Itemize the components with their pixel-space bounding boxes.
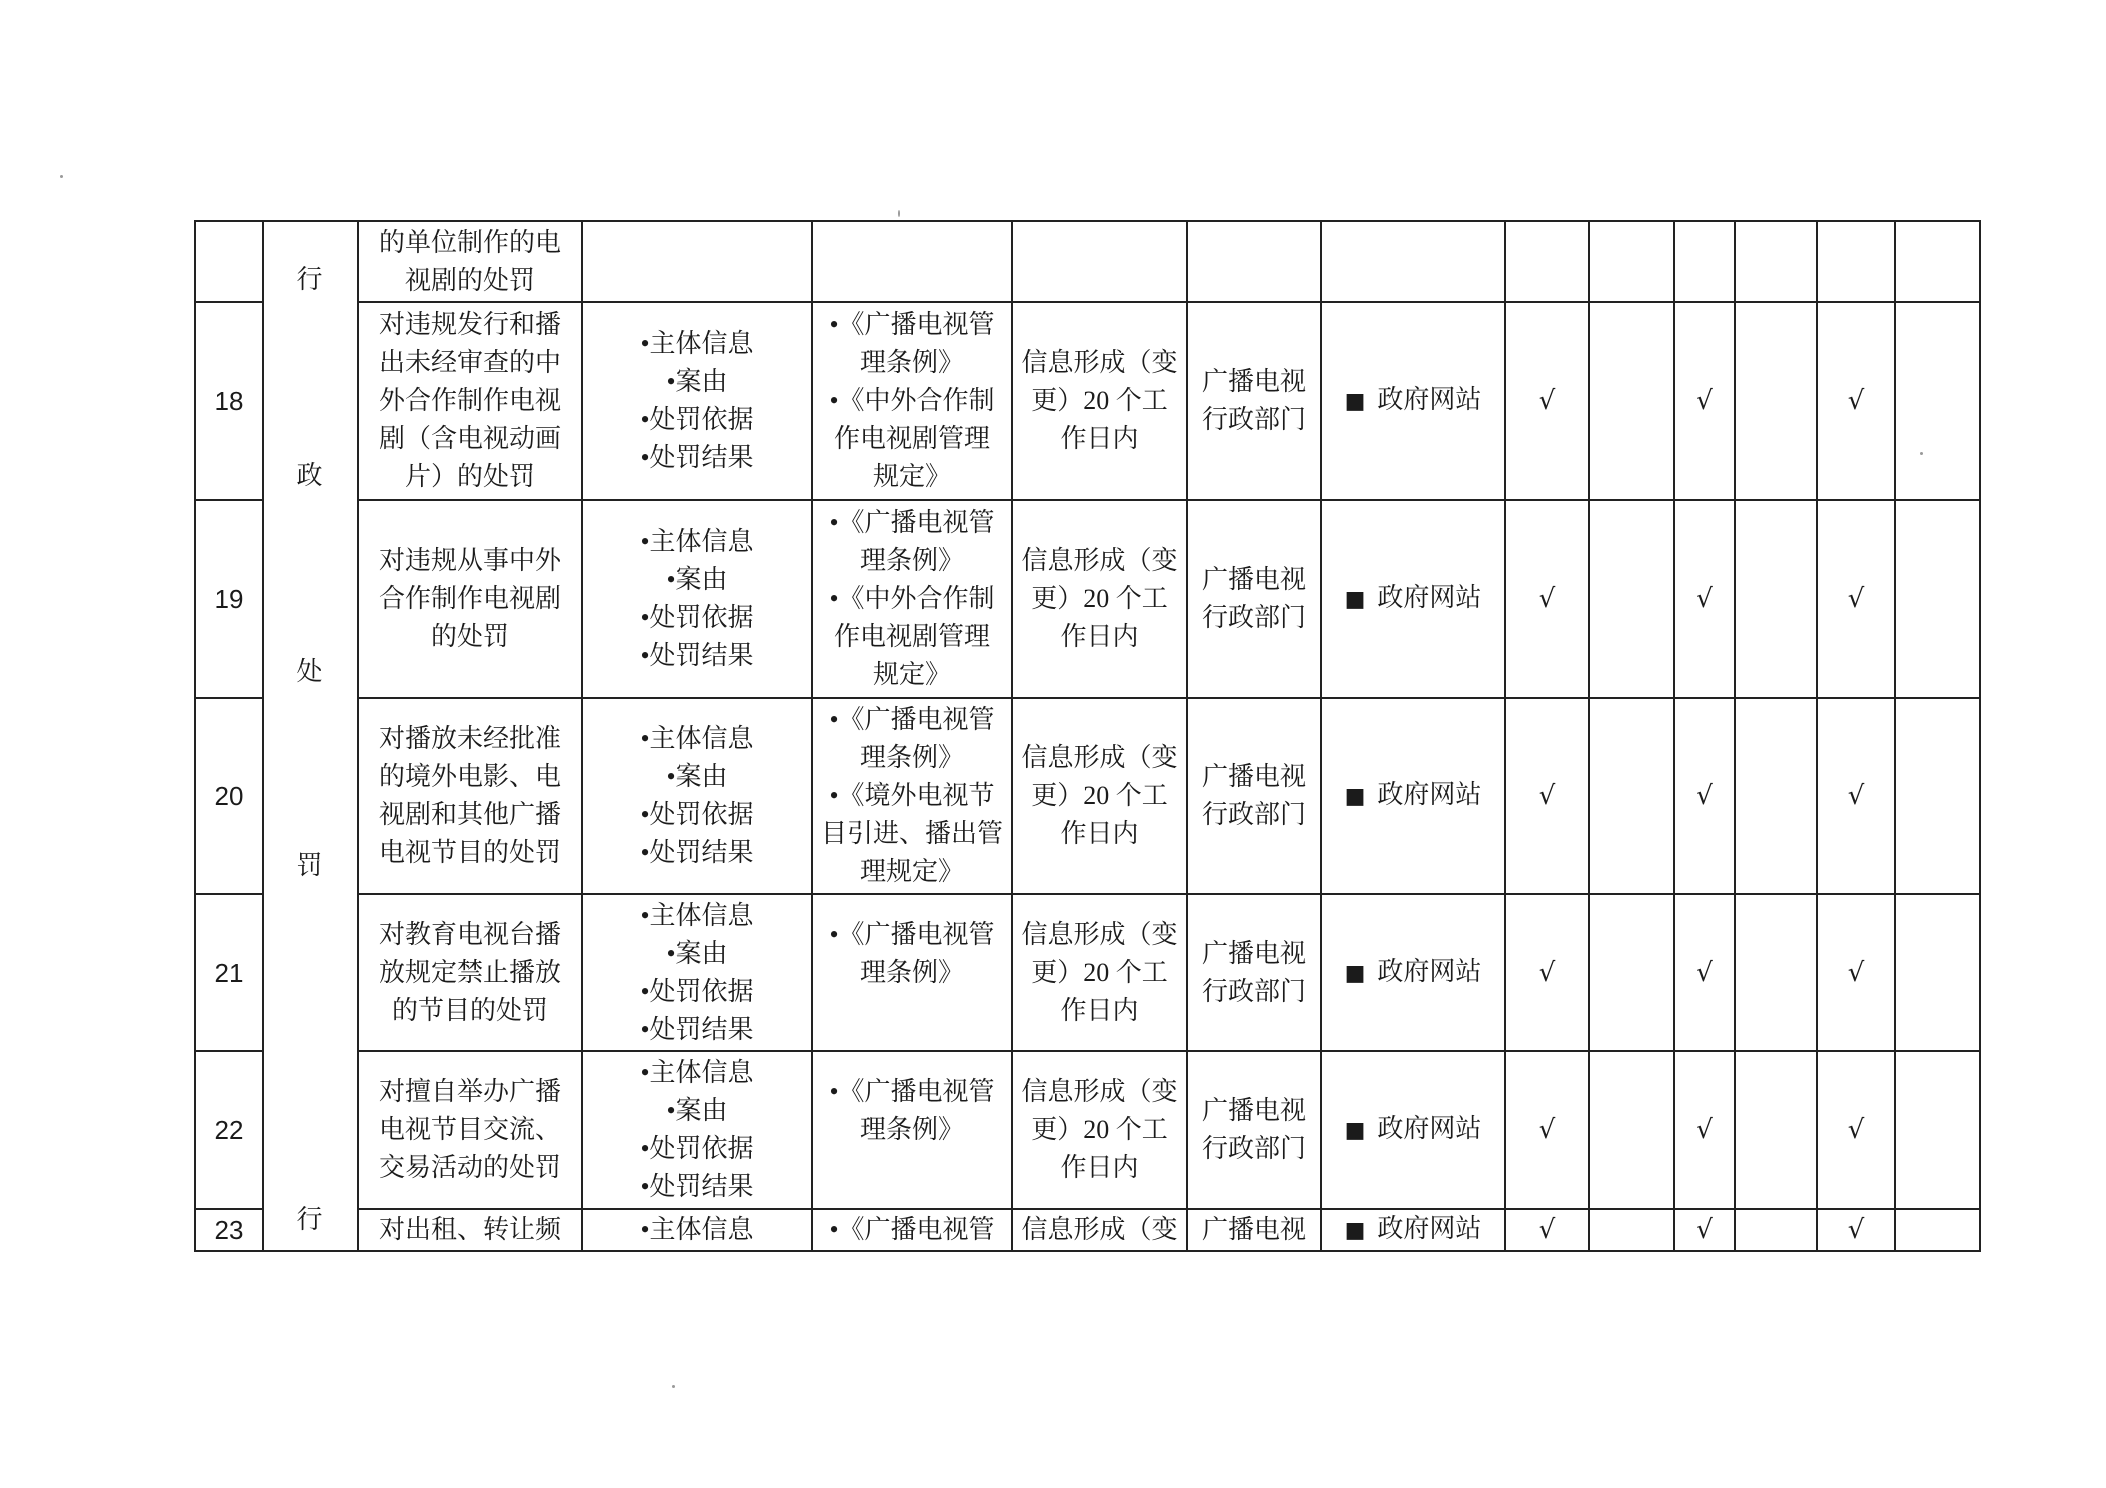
department-cell <box>1187 1209 1321 1251</box>
check-cell <box>1817 698 1895 894</box>
basis-line: •《广播电视管 <box>829 919 995 949</box>
basis-cell <box>812 302 1012 500</box>
check-cell <box>1735 1209 1817 1251</box>
item-name-line: 剧（含电视动画 <box>378 424 561 453</box>
item-name-line: 对违规从事中外 <box>378 546 561 575</box>
basis-cell <box>812 894 1012 1051</box>
channel-label: 政府网站 <box>1377 385 1482 414</box>
item-name-line: 电视节目交流、 <box>378 1115 561 1144</box>
content-line: •处罚依据 <box>640 1134 754 1163</box>
basis-line: 理条例》 <box>859 743 964 772</box>
item-name-line: 的境外电影、电 <box>378 762 561 791</box>
basis-line: 理规定》 <box>859 857 964 886</box>
channel-cell <box>1321 500 1505 698</box>
time-limit-line: 更）20 个工 <box>1031 584 1168 613</box>
row-number: 23 <box>214 1215 244 1245</box>
check-mark-icon: √ <box>1538 957 1556 988</box>
check-mark-icon: √ <box>1847 957 1865 988</box>
item-name-line: 对教育电视台播 <box>378 919 561 949</box>
scan-speck <box>60 175 63 178</box>
item-name-line: 的处罚 <box>430 622 509 651</box>
item-name-line: 放规定禁止播放 <box>378 957 561 987</box>
time-limit-cell <box>1012 1209 1187 1251</box>
content-line: •案由 <box>666 1096 728 1125</box>
department-line: 行政部门 <box>1201 405 1306 434</box>
check-cell <box>1735 698 1817 894</box>
disclosure-content-cell <box>582 1209 812 1251</box>
item-name-line: 合作制作电视剧 <box>378 584 561 613</box>
time-limit-cell <box>1012 221 1187 302</box>
row-number-cell <box>195 500 263 698</box>
channel-cell <box>1321 1051 1505 1209</box>
category-char: 政 <box>296 461 323 490</box>
content-line: •处罚依据 <box>640 405 754 434</box>
basis-line: 理条例》 <box>859 348 964 377</box>
check-cell <box>1589 894 1674 1051</box>
item-name-cell <box>358 221 582 302</box>
category-char: 处 <box>296 657 323 686</box>
check-mark-icon: √ <box>1847 584 1865 614</box>
scan-speck <box>672 1385 675 1388</box>
table-row <box>195 1051 1980 1209</box>
row-number-cell <box>195 894 263 1051</box>
check-cell <box>1589 1051 1674 1209</box>
category-char: 行 <box>296 265 323 294</box>
content-line: •案由 <box>666 367 728 396</box>
check-cell <box>1589 221 1674 302</box>
department-cell <box>1187 894 1321 1051</box>
check-cell <box>1895 1209 1980 1251</box>
check-cell <box>1505 698 1589 894</box>
check-cell <box>1589 302 1674 500</box>
check-mark-icon: √ <box>1696 781 1713 811</box>
time-limit-line: 信息形成（变 <box>1021 1077 1178 1106</box>
basis-line: 作电视剧管理 <box>833 424 990 453</box>
disclosure-content-cell <box>582 302 812 500</box>
item-name-line: 片）的处罚 <box>404 462 535 491</box>
item-name-line: 交易活动的处罚 <box>378 1153 561 1182</box>
department-line: 行政部门 <box>1201 800 1306 829</box>
filled-square-icon: ■ <box>1344 1118 1366 1143</box>
row-number: 18 <box>214 386 244 416</box>
basis-line: 目引进、播出管 <box>820 819 1003 848</box>
check-mark-icon: √ <box>1847 386 1865 416</box>
time-limit-line: 更）20 个工 <box>1031 386 1168 415</box>
content-line: •案由 <box>666 762 728 791</box>
basis-line: •《广播电视管 <box>829 310 995 339</box>
item-name-line: 对擅自举办广播 <box>378 1077 561 1106</box>
row-number: 21 <box>214 957 244 988</box>
department-cell <box>1187 221 1321 302</box>
table-row <box>195 302 1980 500</box>
filled-square-icon: ■ <box>1344 784 1366 809</box>
time-limit-cell <box>1012 698 1187 894</box>
check-cell <box>1505 894 1589 1051</box>
channel-cell <box>1321 894 1505 1051</box>
basis-cell <box>812 1209 1012 1251</box>
time-limit-line: 作日内 <box>1060 819 1139 848</box>
channel-cell <box>1321 302 1505 500</box>
time-limit-line: 作日内 <box>1060 424 1139 453</box>
channel-label: 政府网站 <box>1377 956 1482 986</box>
department-line: 广播电视 <box>1201 1096 1306 1125</box>
content-line: •处罚依据 <box>640 976 754 1006</box>
basis-cell <box>812 221 1012 302</box>
check-cell <box>1505 1051 1589 1209</box>
channel-label: 政府网站 <box>1377 1114 1482 1143</box>
basis-line: 理条例》 <box>859 957 964 987</box>
basis-line: •《广播电视管 <box>829 1077 995 1106</box>
item-name-line: 对出租、转让频 <box>378 1215 561 1244</box>
time-limit-line: 信息形成（变 <box>1021 546 1178 575</box>
disclosure-content-cell <box>582 894 812 1051</box>
item-name-line: 外合作制作电视 <box>378 386 561 415</box>
check-cell <box>1674 894 1735 1051</box>
check-cell <box>1589 500 1674 698</box>
item-name-cell <box>358 894 582 1051</box>
check-cell <box>1895 302 1980 500</box>
row-number: 20 <box>214 781 244 811</box>
item-name-cell <box>358 1051 582 1209</box>
check-cell <box>1735 500 1817 698</box>
item-name-cell <box>358 500 582 698</box>
filled-square-icon: ■ <box>1344 587 1366 612</box>
content-line: •处罚结果 <box>640 443 754 472</box>
check-cell <box>1895 894 1980 1051</box>
check-cell <box>1735 221 1817 302</box>
department-line: 广播电视 <box>1201 1215 1306 1244</box>
check-cell <box>1674 302 1735 500</box>
content-line: •处罚结果 <box>640 838 754 867</box>
department-line: 行政部门 <box>1201 603 1306 632</box>
basis-line: 理条例》 <box>859 1115 964 1144</box>
filled-square-icon: ■ <box>1344 389 1366 414</box>
content-line: •主体信息 <box>640 724 754 753</box>
row-number-cell <box>195 698 263 894</box>
disclosure-content-cell <box>582 500 812 698</box>
scan-speck <box>898 210 900 217</box>
table-row <box>195 1209 1980 1251</box>
check-mark-icon: √ <box>1538 1115 1556 1145</box>
time-limit-cell <box>1012 1051 1187 1209</box>
department-line: 行政部门 <box>1201 976 1306 1006</box>
check-mark-icon: √ <box>1696 584 1713 614</box>
department-line: 广播电视 <box>1201 762 1306 791</box>
department-cell <box>1187 698 1321 894</box>
basis-line: 规定》 <box>872 660 951 689</box>
department-line: 广播电视 <box>1201 938 1306 968</box>
channel-cell <box>1321 221 1505 302</box>
time-limit-cell <box>1012 500 1187 698</box>
time-limit-line: 作日内 <box>1060 995 1139 1025</box>
check-mark-icon: √ <box>1696 1215 1713 1245</box>
filled-square-icon: ■ <box>1344 960 1366 986</box>
category-cell <box>263 221 358 1251</box>
row-number-cell <box>195 302 263 500</box>
table-row <box>195 894 1980 1051</box>
check-cell <box>1817 221 1895 302</box>
check-cell <box>1817 1209 1895 1251</box>
channel-label: 政府网站 <box>1377 780 1482 809</box>
check-mark-icon: √ <box>1696 386 1713 416</box>
check-cell <box>1817 500 1895 698</box>
check-mark-icon: √ <box>1847 1215 1865 1245</box>
content-line: •处罚结果 <box>640 1172 754 1201</box>
item-name-cell <box>358 698 582 894</box>
item-name-line: 电视节目的处罚 <box>378 838 561 867</box>
content-line: •主体信息 <box>640 329 754 358</box>
check-cell <box>1895 1051 1980 1209</box>
check-mark-icon: √ <box>1538 386 1556 416</box>
time-limit-line: 更）20 个工 <box>1031 957 1168 987</box>
basis-line: 理条例》 <box>859 546 964 575</box>
basis-line: 规定》 <box>872 462 951 491</box>
item-name-cell <box>358 302 582 500</box>
disclosure-content-cell <box>582 221 812 302</box>
table-row-continued <box>195 221 1980 302</box>
basis-line: •《广播电视管 <box>829 508 995 537</box>
check-cell <box>1674 500 1735 698</box>
content-line: •主体信息 <box>640 527 754 556</box>
item-name-line: 的节目的处罚 <box>391 995 548 1025</box>
time-limit-line: 信息形成（变 <box>1021 919 1178 949</box>
basis-line: •《境外电视节 <box>829 781 995 810</box>
time-limit-line: 更）20 个工 <box>1031 1115 1168 1144</box>
row-number-cell <box>195 1051 263 1209</box>
check-mark-icon: √ <box>1696 1115 1713 1145</box>
check-cell <box>1505 500 1589 698</box>
channel-label: 政府网站 <box>1377 1214 1482 1243</box>
department-line: 广播电视 <box>1201 565 1306 594</box>
department-cell <box>1187 1051 1321 1209</box>
check-mark-icon: √ <box>1847 1115 1865 1145</box>
check-cell <box>1735 1051 1817 1209</box>
check-cell <box>1817 302 1895 500</box>
channel-cell <box>1321 698 1505 894</box>
department-cell <box>1187 302 1321 500</box>
basis-line: •《广播电视管 <box>829 705 995 734</box>
department-cell <box>1187 500 1321 698</box>
check-mark-icon: √ <box>1538 584 1556 614</box>
category-char: 罚 <box>296 851 323 880</box>
time-limit-line: 更）20 个工 <box>1031 781 1168 810</box>
disclosure-content-cell <box>582 698 812 894</box>
content-line: •案由 <box>666 565 728 594</box>
content-line: •处罚依据 <box>640 603 754 632</box>
basis-line: •《中外合作制 <box>829 386 995 415</box>
basis-line: 作电视剧管理 <box>833 622 990 651</box>
check-cell <box>1817 1051 1895 1209</box>
check-cell <box>1589 698 1674 894</box>
check-cell <box>1674 698 1735 894</box>
check-cell <box>1735 302 1817 500</box>
disclosure-table <box>194 220 1979 1250</box>
time-limit-line: 信息形成（变 <box>1021 348 1178 377</box>
department-line: 广播电视 <box>1201 367 1306 396</box>
check-mark-icon: √ <box>1538 781 1556 811</box>
basis-cell <box>812 1051 1012 1209</box>
item-name-line: 的单位制作的电 <box>378 227 561 257</box>
check-cell <box>1674 1209 1735 1251</box>
check-cell <box>1589 1209 1674 1251</box>
item-name-line: 视剧的处罚 <box>404 265 535 295</box>
disclosure-grid <box>194 220 1981 1252</box>
item-name-line: 对播放未经批准 <box>378 724 561 753</box>
time-limit-line: 信息形成（变 <box>1021 743 1178 772</box>
check-cell <box>1895 221 1980 302</box>
check-mark-icon: √ <box>1847 781 1865 811</box>
row-number-cell <box>195 221 263 302</box>
check-mark-icon: √ <box>1696 957 1713 988</box>
row-number: 19 <box>214 584 244 614</box>
item-name-line: 出未经审查的中 <box>378 348 561 377</box>
basis-line: •《广播电视管 <box>829 1215 995 1244</box>
time-limit-cell <box>1012 302 1187 500</box>
item-name-line: 视剧和其他广播 <box>378 800 561 829</box>
check-cell <box>1505 221 1589 302</box>
filled-square-icon: ■ <box>1344 1218 1366 1243</box>
row-number: 22 <box>214 1115 244 1145</box>
item-name-line: 对违规发行和播 <box>378 310 561 339</box>
department-line: 行政部门 <box>1201 1134 1306 1163</box>
check-cell <box>1674 221 1735 302</box>
basis-cell <box>812 698 1012 894</box>
check-cell <box>1817 894 1895 1051</box>
content-line: •处罚依据 <box>640 800 754 829</box>
channel-label: 政府网站 <box>1377 583 1482 612</box>
content-line: •主体信息 <box>640 1215 754 1244</box>
check-cell <box>1674 1051 1735 1209</box>
check-mark-icon: √ <box>1538 1215 1556 1245</box>
category-char: 行 <box>296 1205 323 1234</box>
content-line: •案由 <box>666 938 728 968</box>
content-line: •处罚结果 <box>640 641 754 670</box>
content-line: •主体信息 <box>640 900 754 930</box>
check-cell <box>1895 500 1980 698</box>
row-number-cell <box>195 1209 263 1251</box>
content-line: •处罚结果 <box>640 1014 754 1044</box>
table-row <box>195 500 1980 698</box>
check-cell <box>1505 302 1589 500</box>
content-line: •主体信息 <box>640 1058 754 1087</box>
check-cell <box>1505 1209 1589 1251</box>
time-limit-line: 作日内 <box>1060 1153 1139 1182</box>
time-limit-line: 信息形成（变 <box>1021 1215 1178 1244</box>
basis-line: •《中外合作制 <box>829 584 995 613</box>
time-limit-line: 作日内 <box>1060 622 1139 651</box>
table-row <box>195 698 1980 894</box>
disclosure-content-cell <box>582 1051 812 1209</box>
check-cell <box>1895 698 1980 894</box>
channel-cell <box>1321 1209 1505 1251</box>
check-cell <box>1735 894 1817 1051</box>
time-limit-cell <box>1012 894 1187 1051</box>
basis-cell <box>812 500 1012 698</box>
item-name-cell <box>358 1209 582 1251</box>
